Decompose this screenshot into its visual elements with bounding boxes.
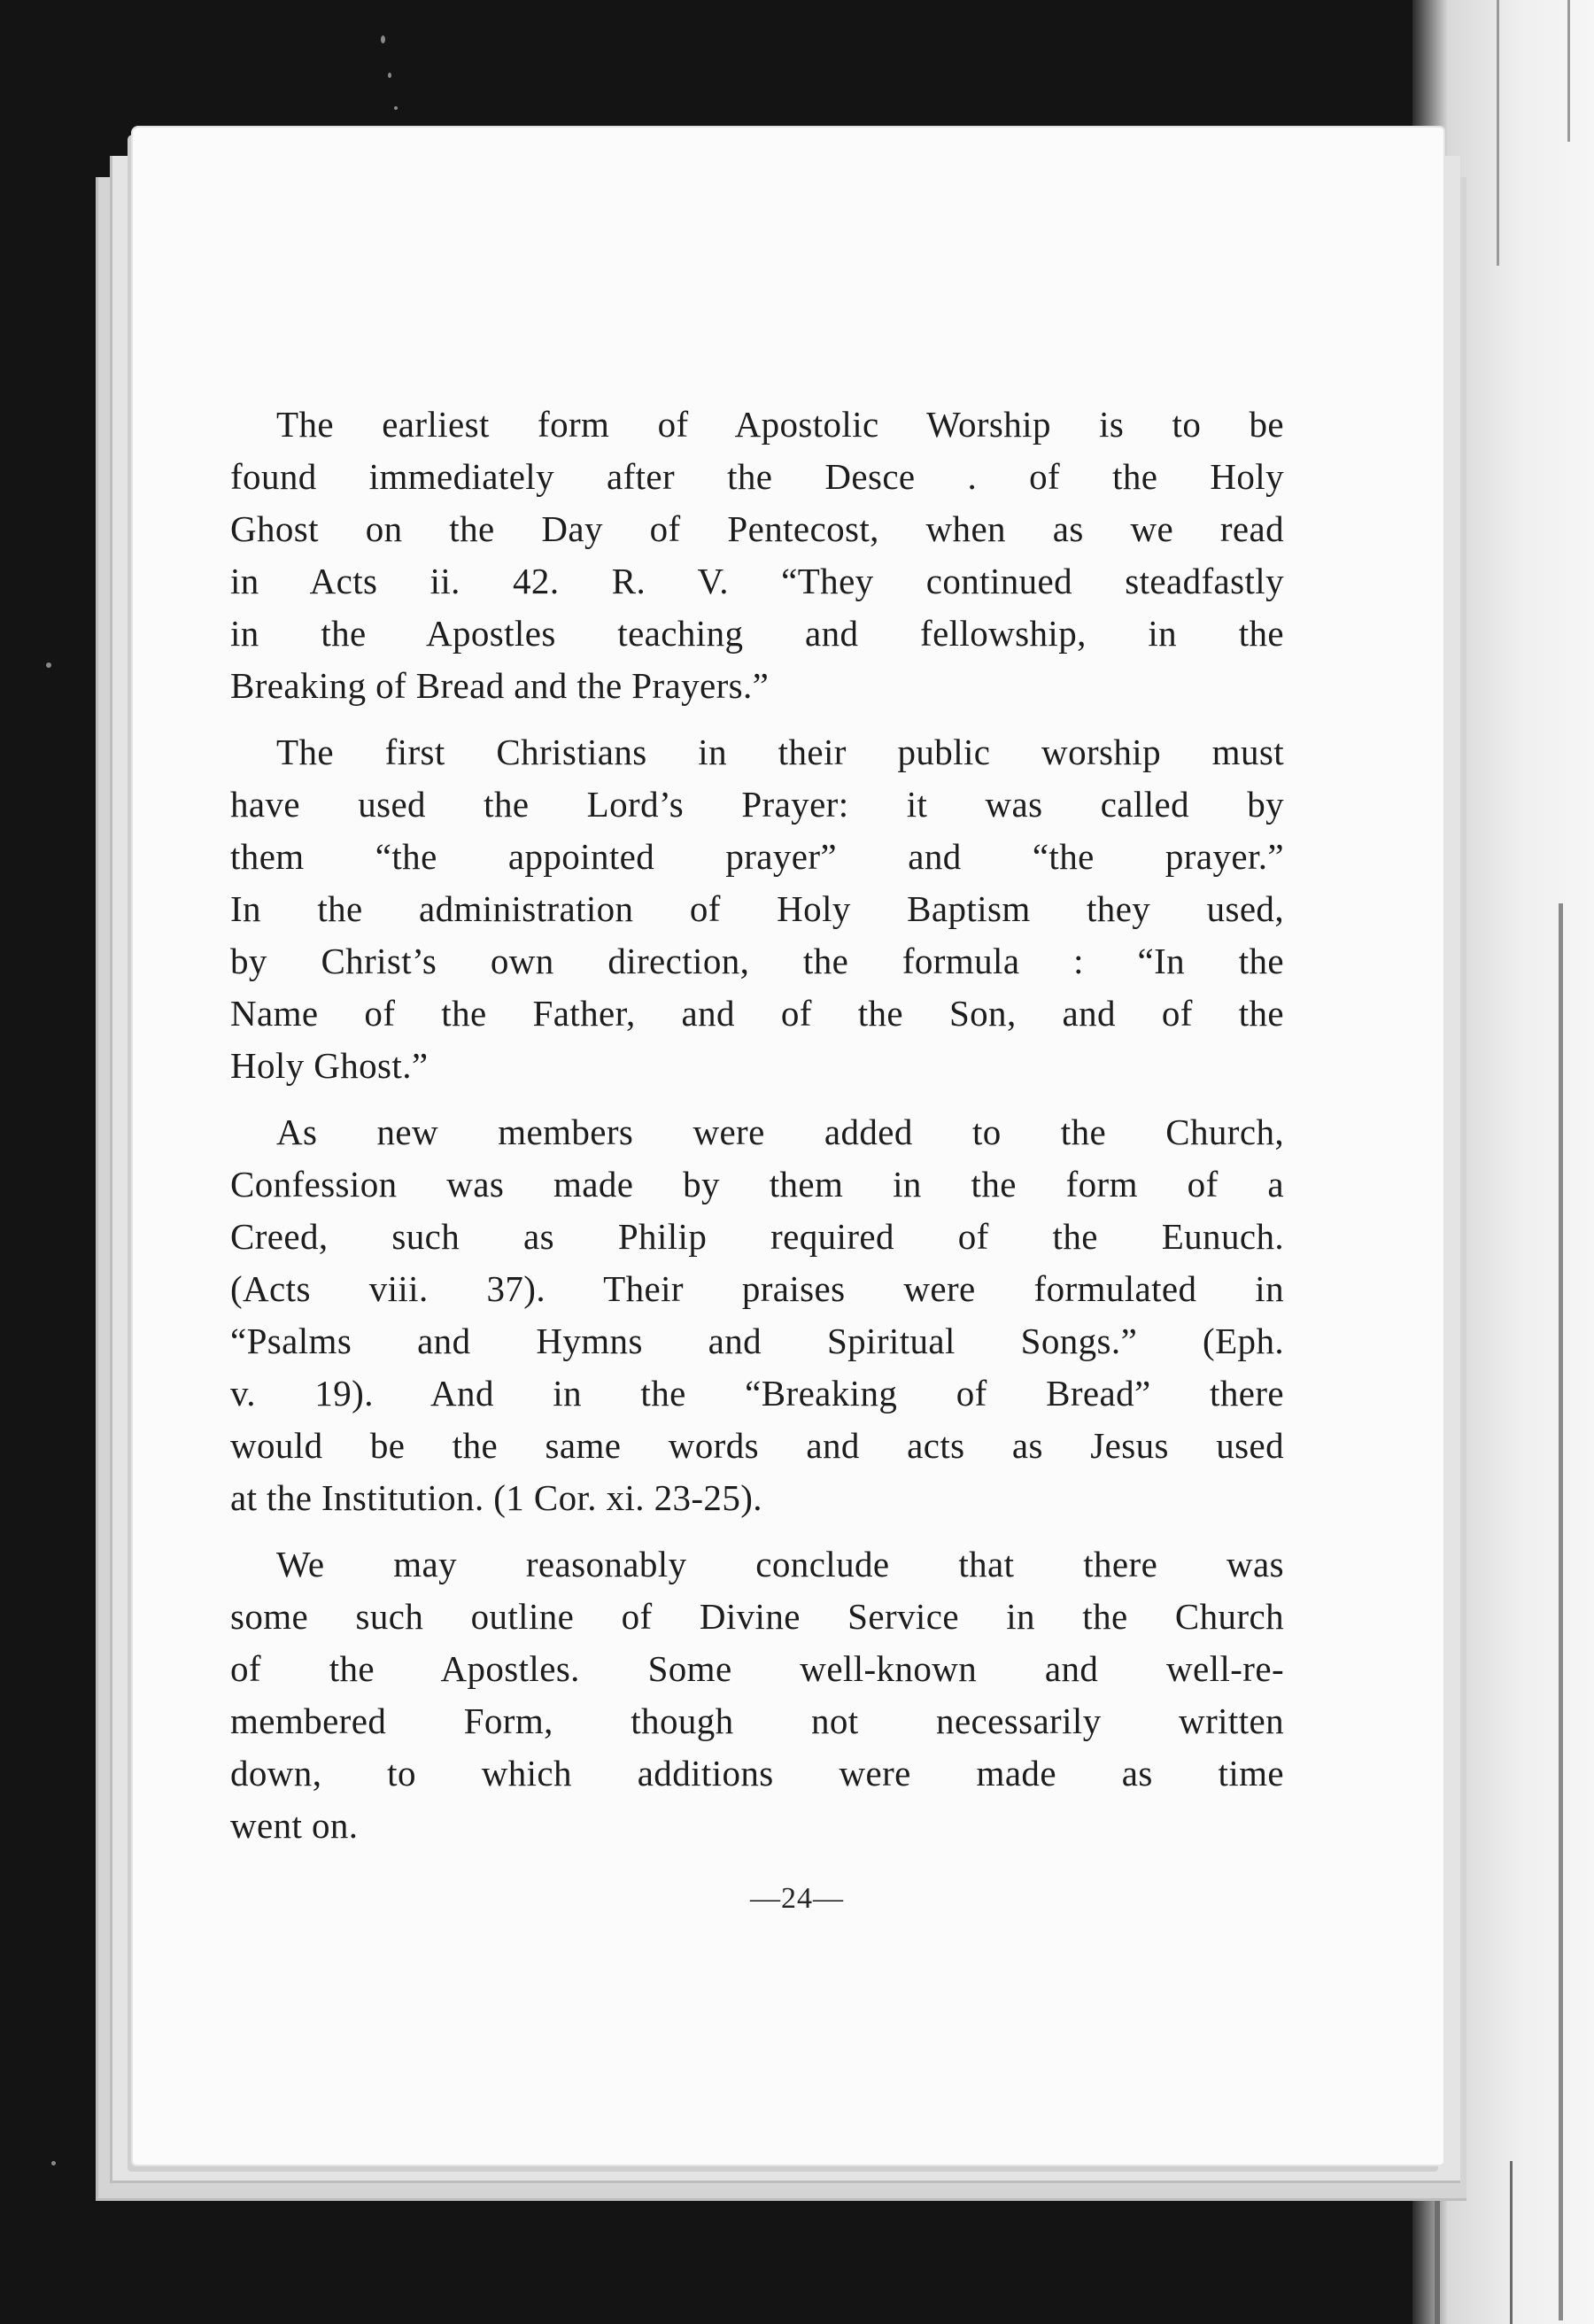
text-line: went on. xyxy=(230,1805,359,1846)
text-line: by Christ’s own direction, the formula : “In the xyxy=(230,941,1284,981)
text-line: In the administration of Holy Baptism they used, xyxy=(230,888,1284,929)
page-edge-line xyxy=(1559,903,1563,2320)
text-line: have used the Lord’s Prayer: it was called by xyxy=(230,784,1284,825)
text-line: (Acts viii. 37). Their praises were formulated in xyxy=(230,1268,1284,1309)
text-line: Confession was made by them in the form of a xyxy=(230,1164,1284,1205)
text-line: The earliest form of Apostolic Worship is to be xyxy=(276,404,1284,445)
page-number: —24— xyxy=(750,1882,844,1915)
text-line: Name of the Father, and of the Son, and of the xyxy=(230,993,1284,1034)
background-speck xyxy=(388,73,391,78)
text-line: in Acts ii. 42. R. V. “They continued steadfastly xyxy=(230,561,1284,601)
text-line: down, to which additions were made as time xyxy=(230,1753,1284,1793)
text-line: Creed, such as Philip required of the Eunuch. xyxy=(230,1216,1284,1257)
text-line: Breaking of Bread and the Prayers.” xyxy=(230,665,770,706)
text-line: them “the appointed prayer” and “the prayer.” xyxy=(230,836,1284,877)
text-line: some such outline of Divine Service in the Church xyxy=(230,1596,1284,1637)
text-line: found immediately after the Desce . of the Holy xyxy=(230,456,1284,497)
paragraph xyxy=(230,1106,1284,1524)
paragraph xyxy=(230,399,1284,712)
paragraph xyxy=(230,726,1284,1092)
page-edge-line xyxy=(1567,0,1570,142)
page-body-text xyxy=(230,399,1284,1852)
text-line: We may reasonably conclude that there was xyxy=(276,1544,1284,1584)
background-speck xyxy=(46,662,51,668)
text-line: v. 19). And in the “Breaking of Bread” there xyxy=(230,1373,1284,1414)
text-line: membered Form, though not necessarily written xyxy=(230,1700,1284,1741)
text-line: The first Christians in their public worship must xyxy=(276,732,1284,772)
page-edge-line xyxy=(1497,0,1499,266)
text-line: would be the same words and acts as Jesus used xyxy=(230,1425,1284,1466)
background-speck xyxy=(381,35,385,43)
page-edge-line xyxy=(1510,2161,1513,2324)
text-line: Holy Ghost.” xyxy=(230,1045,429,1086)
background-speck xyxy=(394,106,398,110)
background-speck xyxy=(51,2161,56,2165)
text-line: in the Apostles teaching and fellowship, in the xyxy=(230,613,1284,654)
paragraph xyxy=(230,1538,1284,1852)
text-line: As new members were added to the Church, xyxy=(276,1112,1284,1152)
text-line: of the Apostles. Some well-known and well-re- xyxy=(230,1648,1284,1689)
text-line: Ghost on the Day of Pentecost, when as we read xyxy=(230,508,1284,549)
text-line: “Psalms and Hymns and Spiritual Songs.” (Eph. xyxy=(230,1321,1284,1361)
text-line: at the Institution. (1 Cor. xi. 23-25). xyxy=(230,1477,762,1518)
